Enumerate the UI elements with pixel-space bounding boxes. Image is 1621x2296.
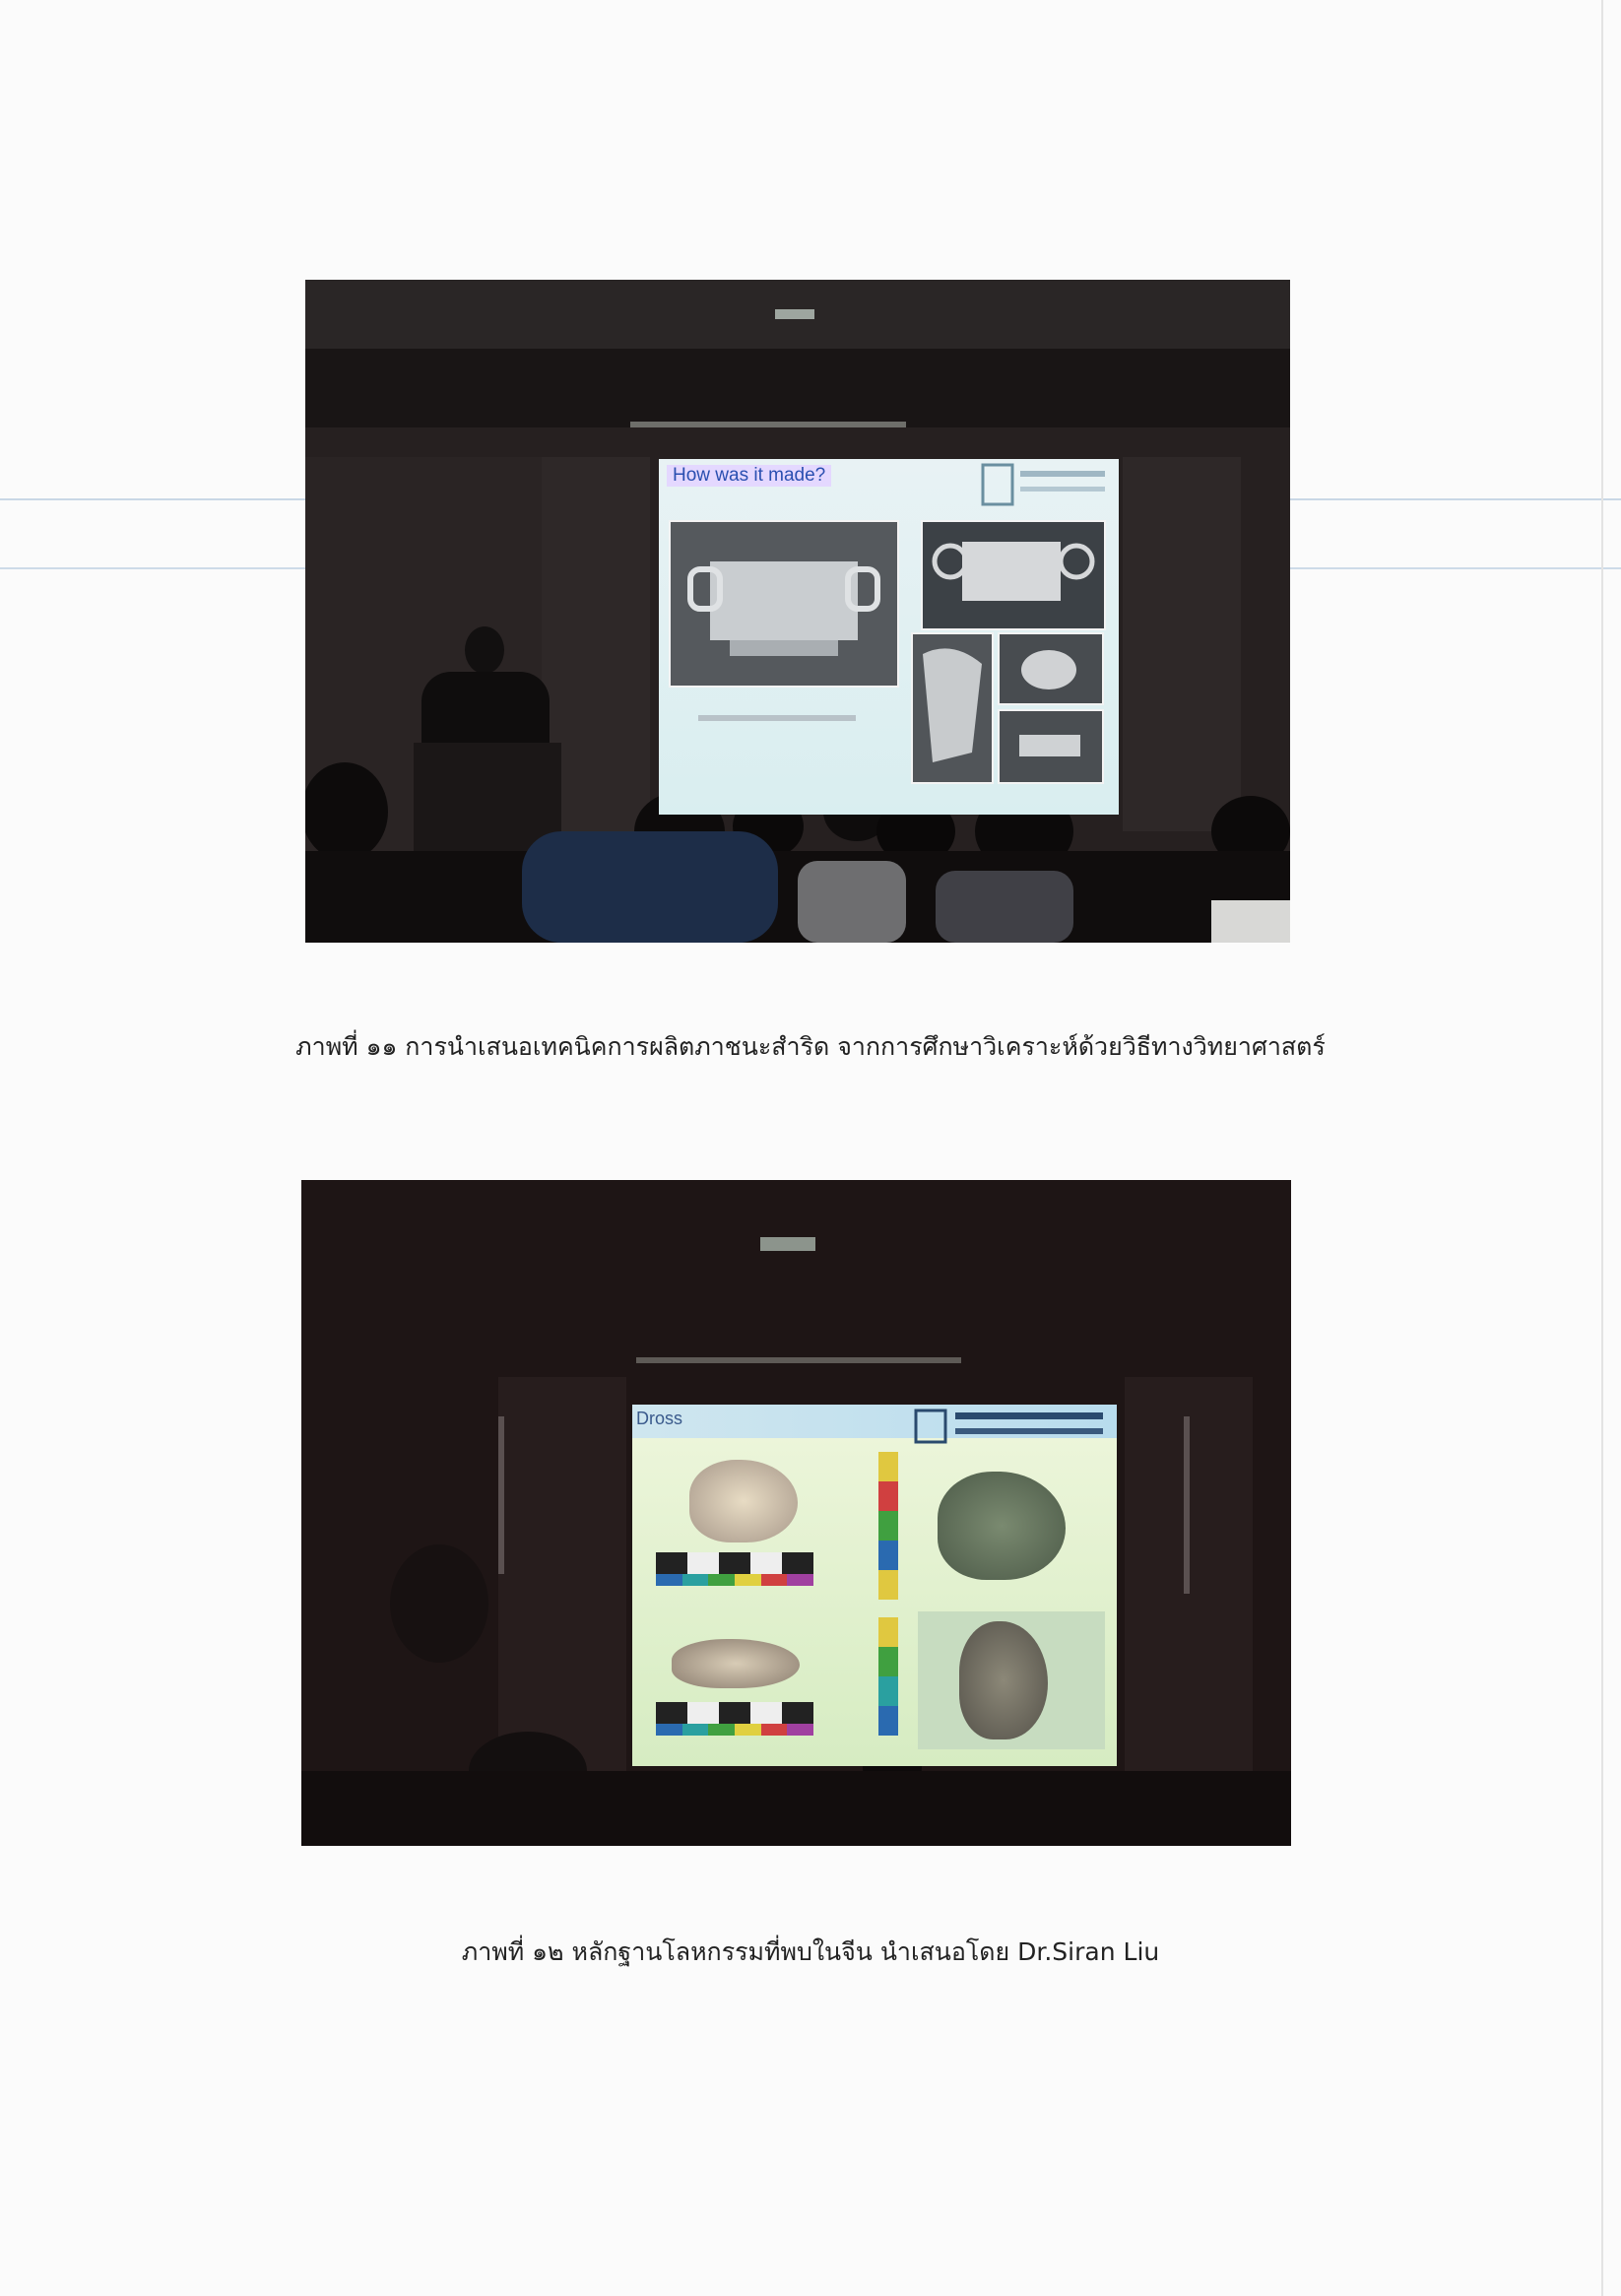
dross-sample-4-frame: [918, 1611, 1105, 1749]
bronze-vessel-image: [671, 522, 897, 686]
color-calibration-bar: [656, 1574, 813, 1586]
photo-caption: ภาพที่ ๑๑ การนำเสนอเทคนิคการผลิตภาชนะสำริด จากการศึกษาวิเคราะห์ด้วยวิธีทางวิทยาศาสตร์: [295, 1032, 1326, 1061]
slide-caption-text: [698, 715, 856, 721]
detail-image-1: [913, 634, 992, 782]
dross-sample-2: [672, 1639, 800, 1688]
university-logo-icon: [981, 463, 1109, 508]
projection-screen: [632, 1405, 1117, 1766]
slide-image-ct-scan: [669, 520, 899, 688]
slide-image-detail-3: [998, 709, 1104, 784]
photo-metallurgy-evidence: [301, 1180, 1291, 1846]
vessel-section-image: [923, 522, 1104, 628]
scale-bar: [656, 1702, 813, 1724]
university-logo-icon: [912, 1407, 1109, 1446]
slide-image-vessel-section: [921, 520, 1106, 630]
vertical-color-bar: [878, 1452, 898, 1600]
projection-screen: [659, 459, 1119, 815]
dross-sample-3: [938, 1472, 1066, 1580]
slide-title: Dross: [636, 1409, 683, 1428]
photo-presentation-bronze-techniques: [305, 280, 1290, 943]
dross-sample-4: [959, 1621, 1048, 1739]
color-calibration-bar: [656, 1724, 813, 1736]
vertical-color-bar: [878, 1617, 898, 1736]
slide-title: How was it made?: [667, 465, 831, 487]
slide-image-detail-1: [911, 632, 994, 784]
photo-caption: ภาพที่ ๑๒ หลักฐานโลหกรรมที่พบในจีน นำเสนอโดย Dr.Siran Liu: [461, 1937, 1160, 1966]
detail-image-3: [1000, 711, 1102, 782]
scale-bar: [656, 1552, 813, 1574]
dross-sample-1: [689, 1460, 798, 1542]
detail-image-2: [1000, 634, 1102, 703]
slide-image-detail-2: [998, 632, 1104, 705]
